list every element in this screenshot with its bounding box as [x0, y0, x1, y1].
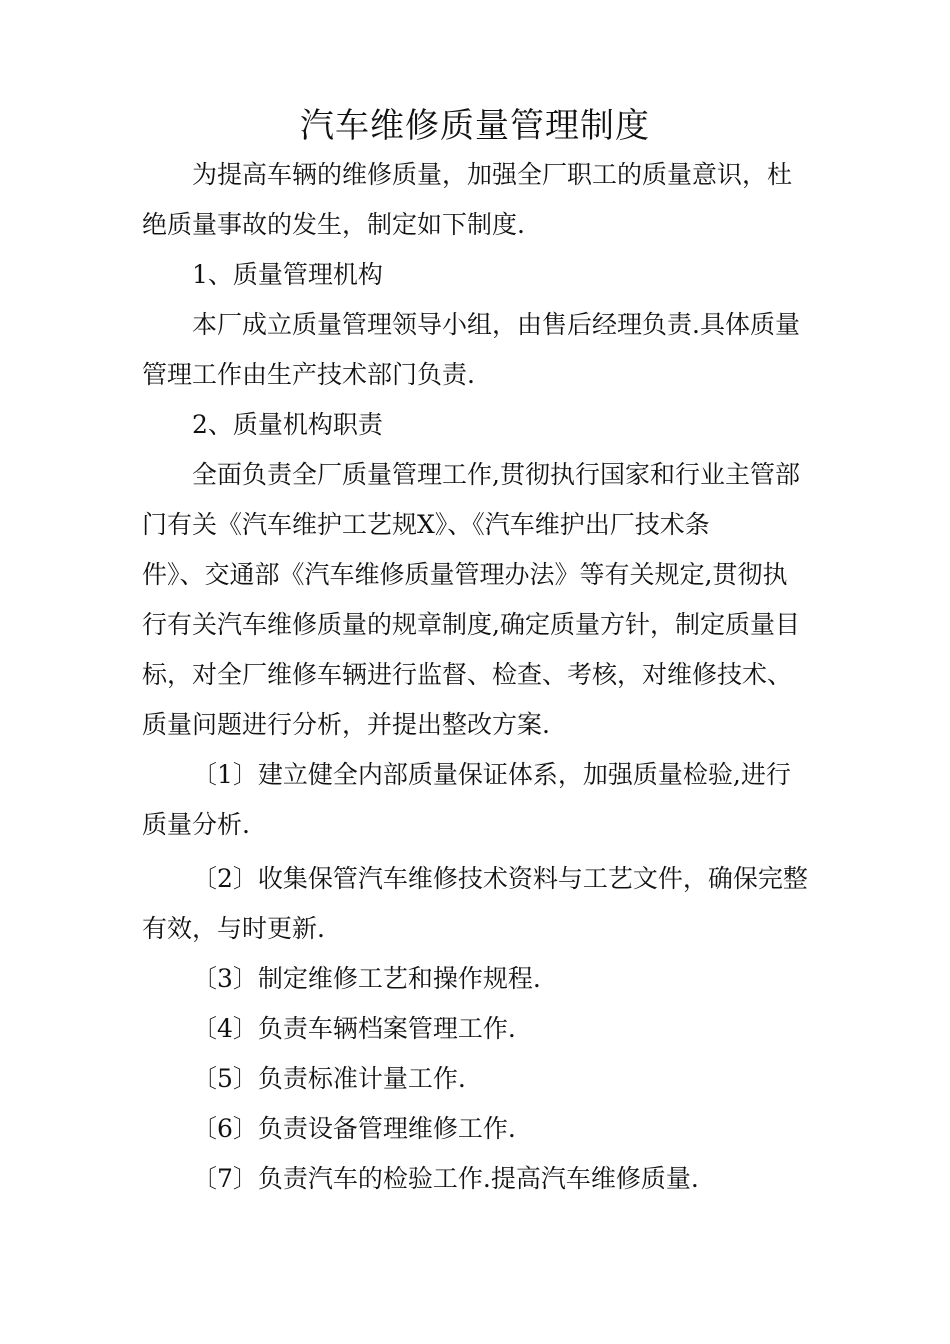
- paragraph-line: 门有关《汽车维护工艺规X》、《汽车维护出厂技术条: [142, 510, 710, 539]
- paragraph-line: 件》、交通部《汽车维修质量管理办法》等有关规定,贯彻执: [142, 560, 788, 589]
- paragraph-line: 行有关汽车维修质量的规章制度,确定质量方针，制定质量目: [142, 610, 800, 639]
- paragraph-line: 标，对全厂维修车辆进行监督、检查、考核，对维修技术、: [142, 660, 793, 689]
- list-item-line: 有效，与时更新.: [142, 914, 325, 943]
- list-item-line: 〔3〕制定维修工艺和操作规程.: [192, 964, 541, 993]
- section-heading: 2、质量机构职责: [192, 410, 383, 439]
- list-item-line: 〔4〕负责车辆档案管理工作.: [192, 1014, 516, 1043]
- document-title: 汽车维修质量管理制度: [300, 106, 650, 146]
- paragraph-line: 绝质量事故的发生，制定如下制度.: [142, 210, 525, 239]
- paragraph-line: 质量问题进行分析，并提出整改方案.: [142, 710, 550, 739]
- section-heading: 1、质量管理机构: [192, 260, 383, 289]
- list-item-line: 质量分析.: [142, 810, 250, 839]
- list-item-line: 〔6〕负责设备管理维修工作.: [192, 1114, 516, 1143]
- paragraph-line: 全面负责全厂质量管理工作,贯彻执行国家和行业主管部: [192, 460, 800, 489]
- paragraph-line: 本厂成立质量管理领导小组，由售后经理负责.具体质量: [192, 310, 800, 339]
- list-item-line: 〔5〕负责标准计量工作.: [192, 1064, 466, 1093]
- paragraph-line: 管理工作由生产技术部门负责.: [142, 360, 475, 389]
- list-item-line: 〔2〕收集保管汽车维修技术资料与工艺文件，确保完整: [192, 864, 808, 893]
- paragraph-line: 为提高车辆的维修质量，加强全厂职工的质量意识，杜: [192, 160, 793, 189]
- list-item-line: 〔1〕建立健全内部质量保证体系，加强质量检验,进行: [192, 760, 791, 789]
- list-item-line: 〔7〕负责汽车的检验工作.提高汽车维修质量.: [192, 1164, 699, 1193]
